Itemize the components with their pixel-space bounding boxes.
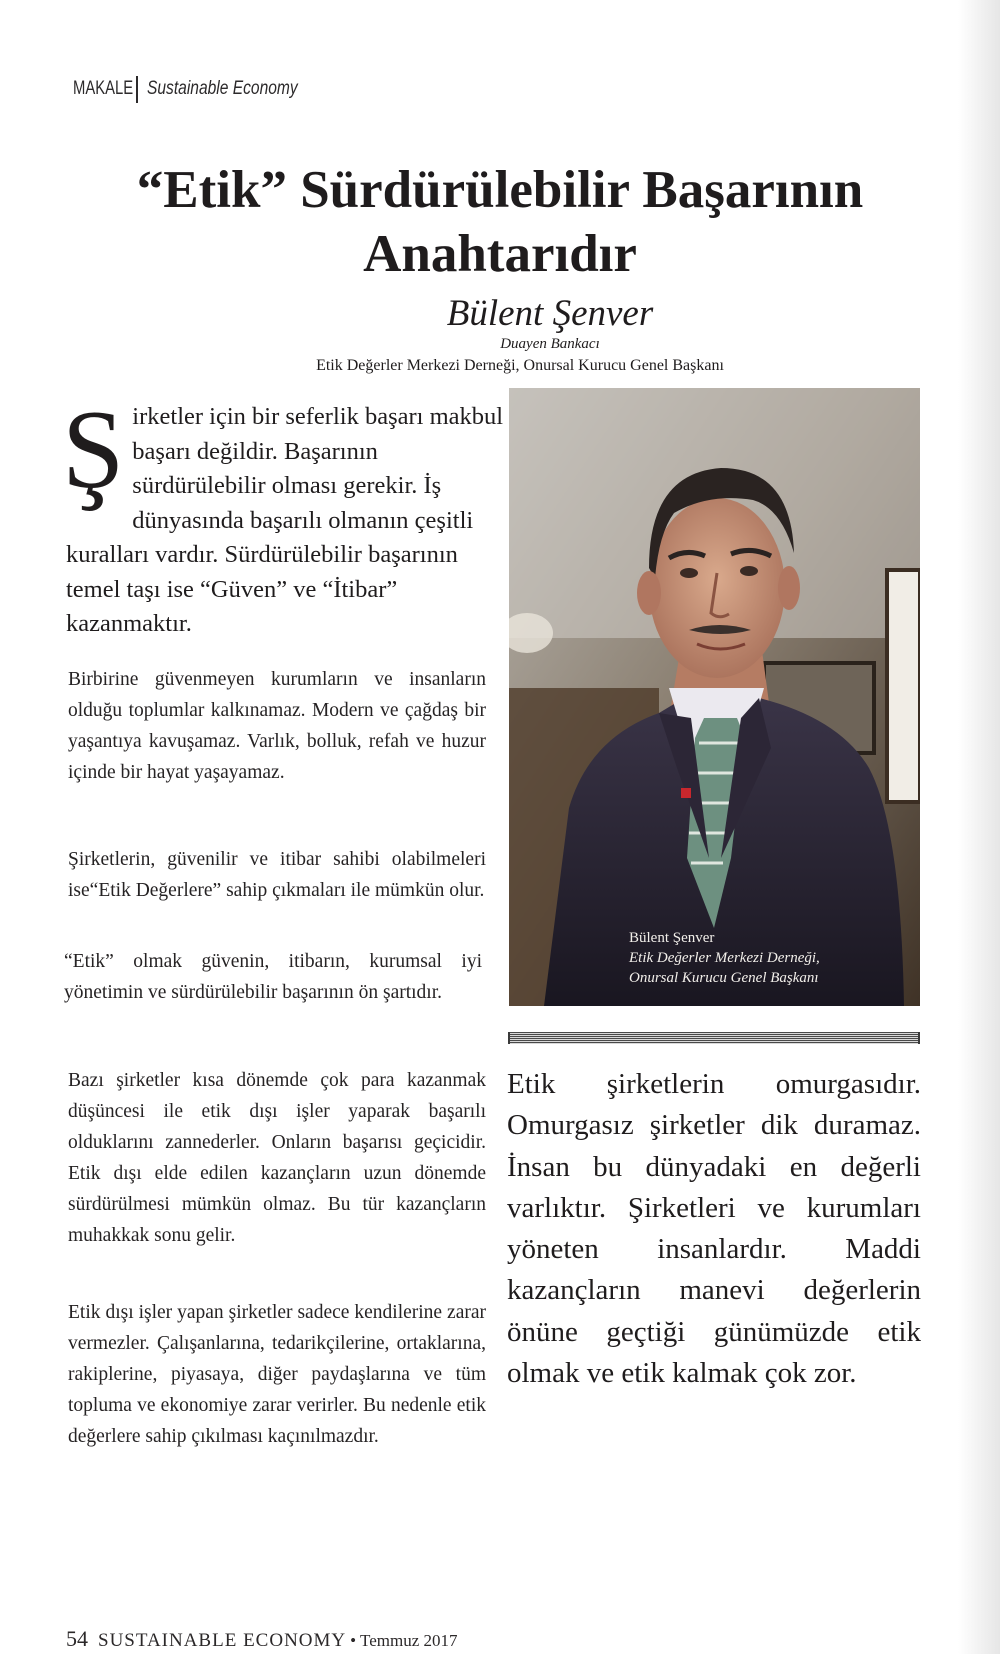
photo-caption [629,928,919,988]
author-name: Bülent Şenver [446,293,654,334]
portrait-illustration [509,388,920,1006]
article-title: “Etik” Sürdürülebilir Başarının Anahtarıdır [136,161,864,283]
body-paragraph-2: Şirketlerin, güvenilir ve itibar sahibi olabilmeleri ise“Etik Değerlere” sahip çıkmaları ile mümkün olur. [68,849,486,901]
section-header [73,74,331,104]
body-paragraph-3: “Etik” olmak güvenin, itibarın, kurumsal iyi yönetimin ve sürdürülebilir başarının ön şartıdır. [64,951,482,1003]
header-divider [136,76,138,103]
caption-name: Bülent Şenver [629,930,715,946]
author-role: Duayen Bankacı [500,336,600,352]
page-footer [66,1626,458,1654]
body-paragraph-5: Etik dışı işler yapan şirketler sadece kendilerine zarar vermezler. Çalışanlarına, tedarikçilerine, ortaklarına, rakiplerine, piyasaya, diğer paydaşlarına ve tüm topluma ve ekonomiye zarar verirler. Bu nedenle etik değerlere sahip çıkılması kaçınılmazdır. [68,1302,486,1447]
lead-paragraph [62,388,506,642]
body-paragraph-4: Bazı şirketler kısa dönemde çok para kazanmak düşüncesi ile etik dışı işler yaparak başarılı olduklarını zannederler. Onların başarısı geçicidir. Etik dışı elde edilen kazançların uzun dönemde sürdürülmesi mümkün olmaz. Bu tür kazançların muhakkak sonu gelir. [68,1070,486,1246]
author-photo [509,388,920,1006]
magazine-name: SUSTAINABLE ECONOMY [98,1630,347,1651]
lead-text: irketler için bir seferlik başarı makbul başarı değildir. Başarının sürdürülebilir olması gerekir. İş dünyasında başarılı olmanın çeşitli kuralları vardır. Sürdürülebilir başarının temel taşı ise “Güven” ve “İtibar” kazanmaktır. [66,403,504,637]
author-organization: Etik Değerler Merkezi Derneği, Onursal Kurucu Genel Başkanı [316,357,724,374]
page-number: 54 [66,1626,88,1651]
issue-date: • Temmuz 2017 [350,1631,458,1650]
section-label: MAKALE [73,78,134,99]
body-paragraph-1: Birbirine güvenmeyen kurumların ve insanların olduğu toplumlar kalkınamaz. Modern ve çağdaş bir yaşantıya kavuşamaz. Varlık, bolluk, refah ve huzur içinde bir hayat yaşayamaz. [68,669,486,783]
caption-line-3: Onursal Kurucu Genel Başkanı [629,970,819,986]
caption-line-2: Etik Değerler Merkezi Derneği, [629,950,820,966]
page-edge-shadow [958,0,1000,1654]
pull-quote-rule [508,1032,920,1044]
pull-quote: Etik şirketlerin omurgasıdır. Omurgasız şirketler dik duramaz. İnsan bu dünyadaki en değerli varlıktır. Şirketleri ve kurumları yöneten insanlardır. Maddi kazançların manevi değerlerin önüne geçtiği günümüzde etik olmak ve etik kalmak çok zor. [507,1068,921,1390]
section-topic: Sustainable Economy [147,78,298,99]
drop-cap: Ş [62,388,125,512]
